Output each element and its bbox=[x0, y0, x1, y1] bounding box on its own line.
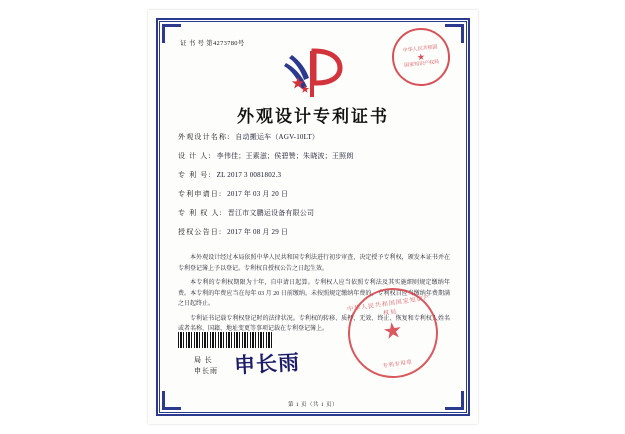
director-name: 申长雨 bbox=[194, 366, 218, 375]
director-title: 局 长 bbox=[194, 356, 213, 364]
emblem-logo bbox=[148, 46, 478, 102]
seal-bottom-arc-top: 中华人民共和国国家知识产权局 bbox=[346, 295, 431, 318]
page-footer: 第 1 页（共 1 页） bbox=[287, 402, 338, 408]
seal-top-line1: 中华人民共和国 bbox=[402, 44, 438, 54]
field-row bbox=[178, 132, 450, 142]
corner-ornament-top-left bbox=[162, 24, 181, 43]
director-signature: 申长雨 bbox=[233, 350, 301, 378]
corner-ornament-top-right bbox=[445, 24, 464, 43]
seal-bottom-star-icon: ★ bbox=[381, 316, 405, 345]
director-label bbox=[194, 355, 218, 376]
field-label: 专 利 号: bbox=[178, 171, 212, 179]
field-label: 授权公告日: bbox=[178, 228, 223, 236]
logo-graphic-icon bbox=[276, 47, 350, 101]
field-label: 外观设计名称: bbox=[178, 133, 231, 141]
field-row bbox=[178, 227, 450, 237]
body-paragraph: 本专利的专利权期限为十年，自申请日起算。专利权人应当依照专利法及其实施细则规定缴纳年费。本专利的年费应当在每年 03 月 20 日前缴纳。未按照规定缴纳年费的，专利权自应当缴纳年费期满之日起终止。 bbox=[178, 280, 450, 307]
field-value: ZL 2017 3 0081802.3 bbox=[216, 171, 282, 179]
field-label: 专 利 权 人: bbox=[178, 209, 223, 217]
certificate-paper bbox=[148, 10, 478, 424]
seal-top-star-icon: ★ bbox=[416, 51, 426, 62]
field-list bbox=[178, 132, 450, 246]
field-value: 李伟佳；王素滋；侯碧赞；朱晓波；王照朗 bbox=[216, 152, 354, 160]
field-row bbox=[178, 189, 450, 199]
field-row bbox=[178, 208, 450, 218]
body-paragraph: 本外观设计经过本局依照中华人民共和国专利法进行初步审查，决定授予专利权，颁发本证书并在专利登记簿上予以登记。专利权自授权公告之日起生效。 bbox=[178, 255, 450, 272]
seal-bottom-arc-bottom: 专利专用章 bbox=[382, 359, 413, 370]
field-value: 2017 年 08 月 29 日 bbox=[227, 228, 289, 236]
barcode-icon bbox=[178, 332, 274, 348]
field-row bbox=[178, 170, 450, 180]
field-label: 设 计 人: bbox=[178, 152, 212, 160]
certificate-number: 证 书 号 第4273780号 bbox=[180, 40, 245, 47]
body-paragraph: 专利证书记载专利权登记时的法律状况。专利权的转移、质押、无效、终止、恢复和专利权人姓名或者名称、国籍、地址变更等事项记载在专利登记簿上。 bbox=[178, 315, 450, 332]
field-value: 2017 年 03 月 20 日 bbox=[227, 190, 289, 198]
field-value: 晋江市文鹏运设备有限公司 bbox=[227, 209, 315, 217]
field-label: 专利申请日: bbox=[178, 190, 223, 198]
page-title: 外观设计专利证书 bbox=[237, 107, 389, 126]
field-row bbox=[178, 151, 450, 161]
field-value: 自动搬运车（AGV-10LT） bbox=[235, 133, 320, 141]
seal-top-line2: 国家知识产权局 bbox=[404, 59, 440, 69]
